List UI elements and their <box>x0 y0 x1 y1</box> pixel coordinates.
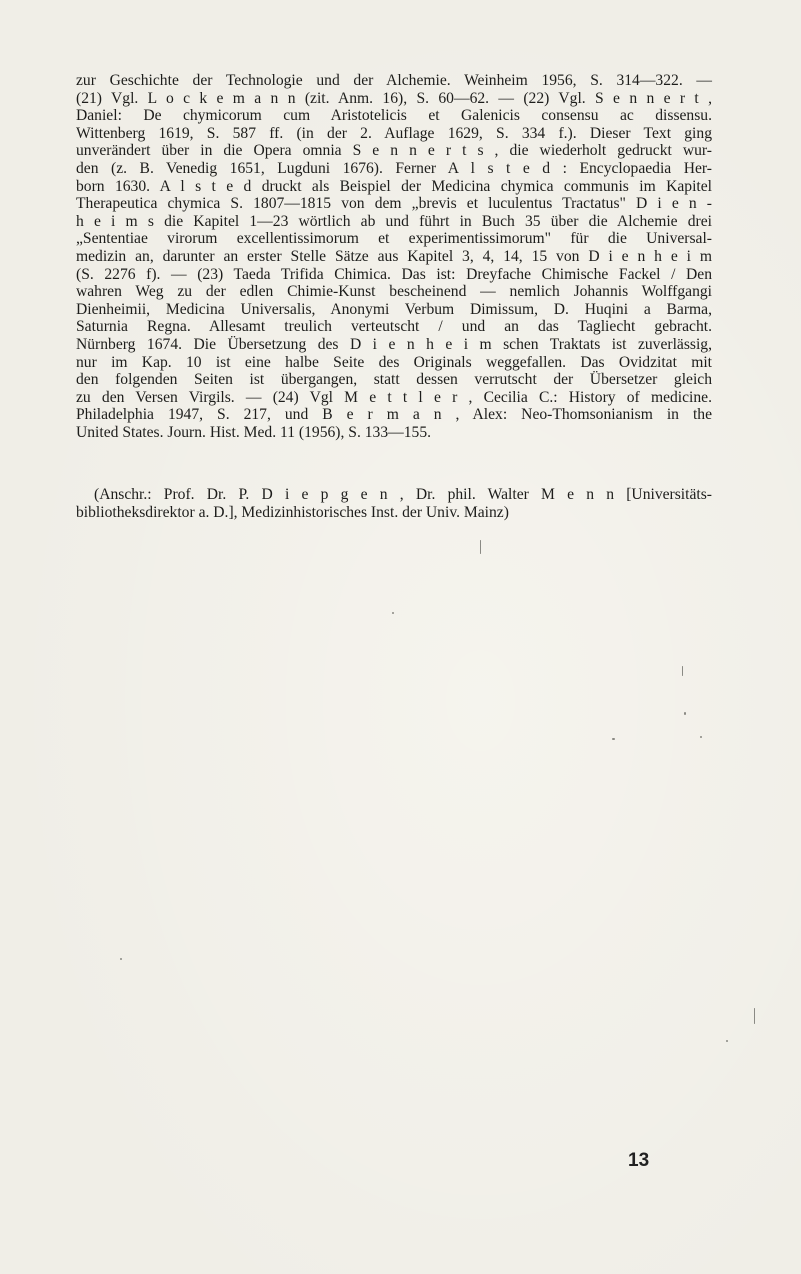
footnote-line: den folgenden Seiten ist übergangen, statt dessen verrutscht der Übersetzer gleich <box>76 371 712 389</box>
footnote-line: Nürnberg 1674. Die Übersetzung des D i e n h e i m schen Traktats ist zuverlässig, <box>76 335 712 353</box>
footnote-line: den (z. B. Venedig 1651, Lugduni 1676). Ferner A l s t e d : Encyclopaedia Her- <box>76 159 712 177</box>
footnote-line: (S. 2276 f). — (23) Taeda Trifida Chimica. Das ist: Dreyfache Chimische Fackel / Den <box>76 265 712 283</box>
footnote-line: unverändert über in die Opera omnia S e n n e r t s , die wiederholt gedruckt wur- <box>76 142 712 160</box>
footnote-line: Daniel: De chymicorum cum Aristotelicis et Galenicis consensu ac dissensu. <box>76 107 712 125</box>
footnote-line: United States. Journ. Hist. Med. 11 (1956), S. 133—155. <box>76 423 432 441</box>
footnote-line: zu den Versen Virgils. — (24) Vgl M e t t l e r , Cecilia C.: History of medicine. <box>76 388 712 406</box>
footnote-line: born 1630. A l s t e d druckt als Beispiel der Medicina chymica communis im Kapitel <box>76 177 712 195</box>
scan-speck <box>700 736 702 738</box>
footnote-line: medizin an, darunter an erster Stelle Sätze aus Kapitel 3, 4, 14, 15 von D i e n h e i m <box>76 247 712 265</box>
scan-speck <box>120 958 122 960</box>
footnote-line: Saturnia Regna. Allesamt treulich verteutscht / und an das Tagliecht gebracht. <box>76 318 712 336</box>
footnote-line: Philadelphia 1947, S. 217, und B e r m a n , Alex: Neo-Thomsonianism in the <box>76 406 712 424</box>
footnote-line: Therapeutica chymica S. 1807—1815 von dem „brevis et luculentus Tractatus" D i e n - <box>76 195 712 213</box>
footnote-line: wahren Weg zu der edlen Chimie-Kunst bescheinend — nemlich Johannis Wolffgangi <box>76 283 712 301</box>
footnote-line: Wittenberg 1619, S. 587 ff. (in der 2. Auflage 1629, S. 334 f.). Dieser Text ging <box>76 124 712 142</box>
author-address <box>76 486 712 521</box>
scan-speck <box>684 712 686 715</box>
scan-speck <box>612 738 615 740</box>
footnote-line: Dienheimii, Medicina Universalis, Anonymi Verbum Dimissum, D. Huqini a Barma, <box>76 300 712 318</box>
footnote-line: h e i m s die Kapitel 1—23 wörtlich ab und führt in Buch 35 über die Alchemie drei <box>76 212 712 230</box>
scan-speck <box>682 666 683 676</box>
scan-speck <box>754 1008 755 1024</box>
footnote-line: „Sententiae virorum excellentissimorum et experimentissimorum" für die Universal- <box>76 230 712 248</box>
address-line: (Anschr.: Prof. Dr. P. D i e p g e n , Dr. phil. Walter M e n n [Universitäts- <box>94 486 712 503</box>
scan-speck <box>392 612 394 614</box>
scan-speck <box>726 1040 728 1042</box>
address-line: bibliotheksdirektor a. D.], Medizinhistorisches Inst. der Univ. Mainz) <box>76 503 509 521</box>
footnote-line: nur im Kap. 10 ist eine halbe Seite des Originals weggefallen. Das Ovidzitat mit <box>76 353 712 371</box>
scan-speck <box>480 540 481 554</box>
footnote-line: zur Geschichte der Technologie und der Alchemie. Weinheim 1956, S. 314—322. — <box>76 72 712 89</box>
page-number: 13 <box>628 1150 650 1171</box>
footnotes-block <box>76 72 712 441</box>
footnote-line: (21) Vgl. L o c k e m a n n (zit. Anm. 16), S. 60—62. — (22) Vgl. S e n n e r t , <box>76 89 712 107</box>
